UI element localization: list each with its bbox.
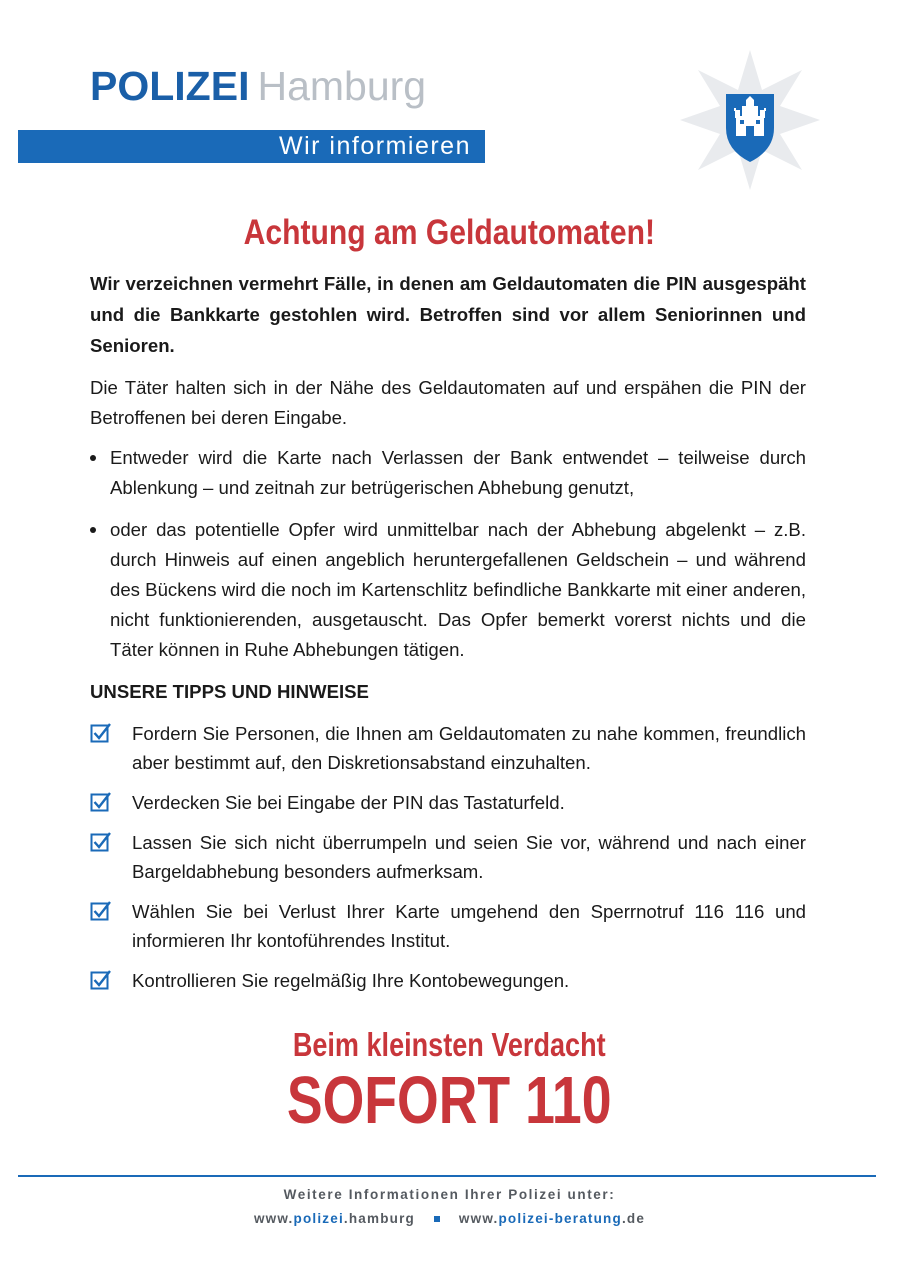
tip-item: [90, 828, 806, 886]
description-paragraph: Die Täter halten sich in der Nähe des Geldautomaten auf und erspähen die PIN der Betroffenen bei deren Eingabe.: [90, 377, 806, 428]
tips-list: [90, 719, 806, 995]
bullet-text: oder das potentielle Opfer wird unmittelbar nach der Abhebung abgelenkt – z.B. durch Hinweis auf einen angeblich heruntergefallenen Geldschein – und während des Bückens wird die noch im Kartenschlitz befindliche Bankkarte mit einer anderen, nicht funktionierenden, ausgetauscht. Das Opfer bemerkt vorerst nichts und die Täter können in Ruhe Abhebungen tätigen.: [110, 519, 806, 660]
tip-item: [90, 966, 806, 995]
tip-item: [90, 788, 806, 817]
police-star-logo-icon: [680, 50, 820, 190]
checkbox-checked-icon: [90, 831, 112, 853]
bullet-list: [90, 443, 806, 665]
link-polizei-hamburg[interactable]: www.polizei.hamburg: [253, 1211, 416, 1226]
brand-polizei: POLIZEI: [90, 63, 250, 109]
tip-text: Kontrollieren Sie regelmäßig Ihre Kontobewegungen.: [132, 970, 570, 991]
link-polizei-beratung[interactable]: www.polizei-beratung.de: [458, 1211, 646, 1226]
checkbox-checked-icon: [90, 722, 112, 744]
intro-text: Wir verzeichnen vermehrt Fälle, in denen am Geldautomaten die PIN ausgespäht und die Bankkarte gestohlen wird. Betroffen sind vor allem Seniorinnen und Senioren.: [90, 273, 806, 356]
tagline-text: Wir informieren: [279, 132, 471, 160]
checkbox-checked-icon: [90, 900, 112, 922]
checkbox-checked-icon: [90, 969, 112, 991]
callout-line-1: Beim kleinsten Verdacht: [292, 1026, 606, 1063]
tip-text: Wählen Sie bei Verlust Ihrer Karte umgehend den Sperrnotruf 116 116 und informieren Ihr kontoführendes Institut.: [132, 901, 806, 951]
callout-line-2: SOFORT 110: [286, 1063, 612, 1138]
bullet-item: [90, 443, 806, 503]
page-title: Achtung am Geldautomaten!: [243, 213, 655, 252]
tips-heading: UNSERE TIPPS UND HINWEISE: [90, 681, 369, 702]
main-content: [90, 268, 806, 1006]
tip-item: [90, 719, 806, 777]
footer-title: Weitere Informationen Ihrer Polizei unter:: [283, 1187, 616, 1202]
footer-links: [0, 1210, 899, 1228]
square-separator-icon: [434, 1216, 440, 1222]
bullet-icon: [90, 527, 96, 533]
header: [0, 0, 899, 200]
brand-city: Hamburg: [257, 63, 427, 109]
footer-divider: [18, 1175, 876, 1177]
tip-text: Verdecken Sie bei Eingabe der PIN das Tastaturfeld.: [132, 792, 565, 813]
emergency-callout: [0, 1025, 899, 1137]
tip-text: Fordern Sie Personen, die Ihnen am Geldautomaten zu nahe kommen, freundlich aber bestimmt auf, den Diskretionsabstand einzuhalten.: [132, 723, 806, 773]
tip-text: Lassen Sie sich nicht überrumpeln und seien Sie vor, während und nach einer Bargeldabhebung besonders aufmerksam.: [132, 832, 806, 882]
tagline-bar: [18, 130, 485, 163]
bullet-item: [90, 515, 806, 665]
checkbox-checked-icon: [90, 791, 112, 813]
bullet-icon: [90, 455, 96, 461]
brand-name: [90, 64, 426, 108]
tip-item: [90, 897, 806, 955]
bullet-text: Entweder wird die Karte nach Verlassen der Bank entwendet – teilweise durch Ablenkung – und zeitnah zur betrügerischen Abhebung genutzt,: [110, 447, 806, 498]
